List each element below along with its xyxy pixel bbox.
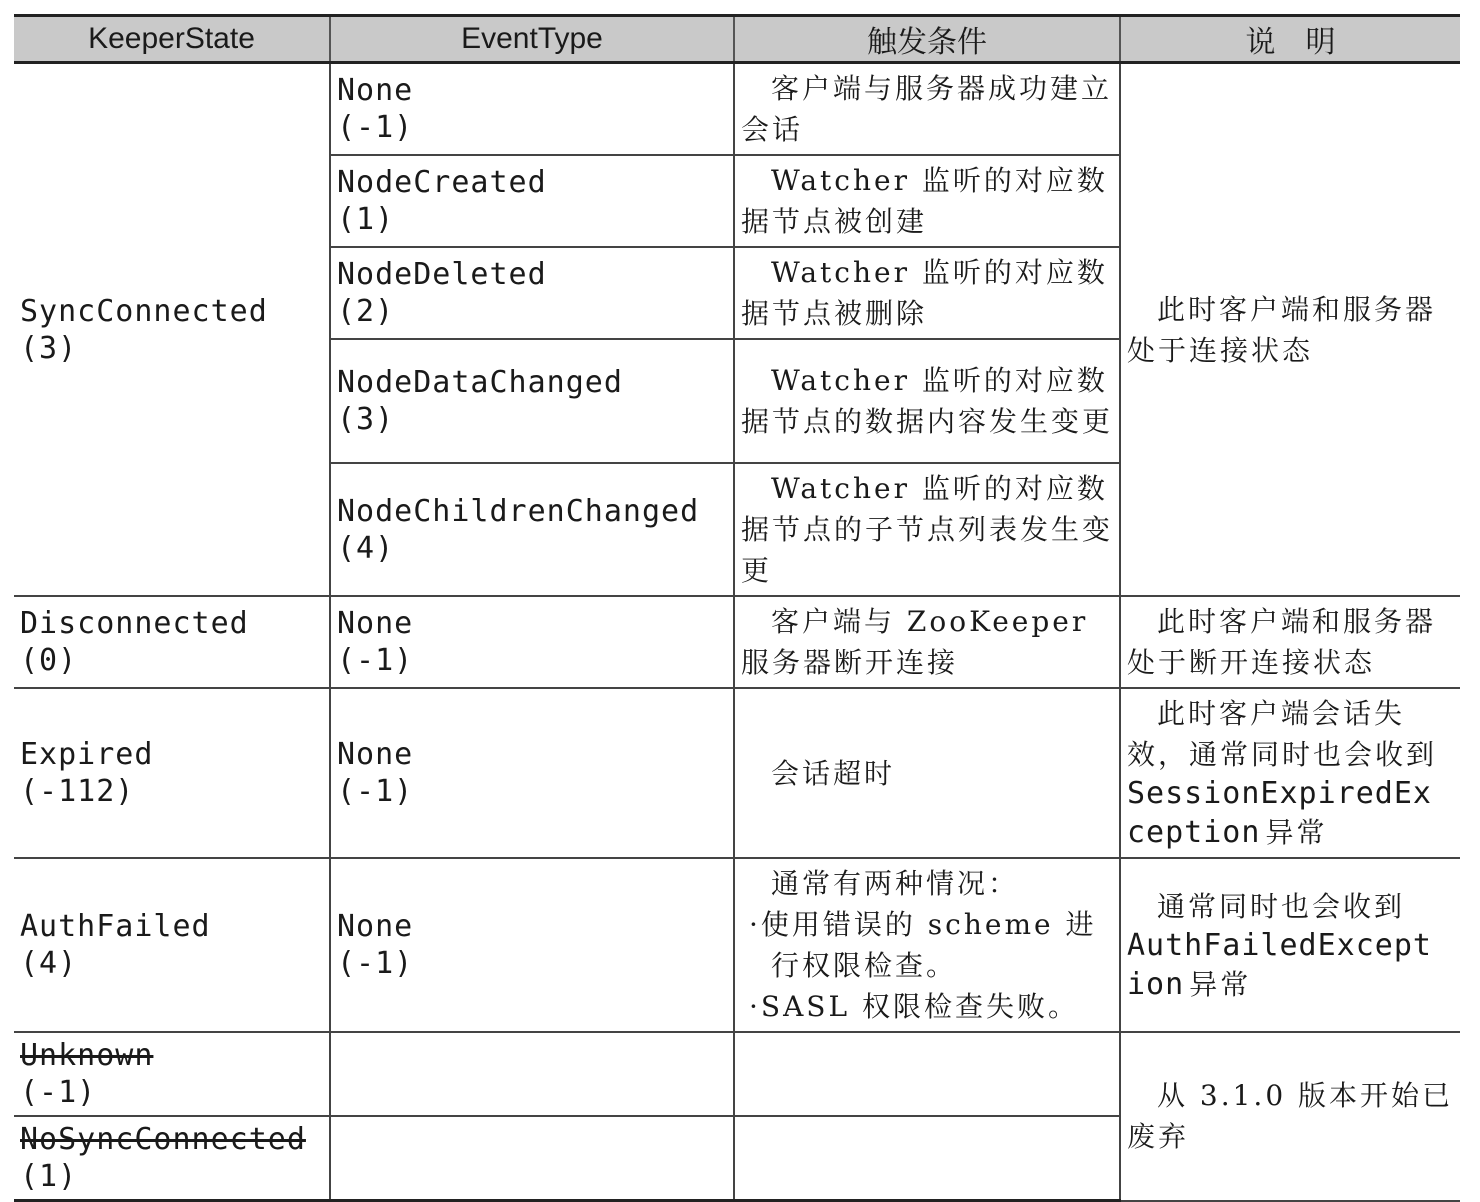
description-cell: 此时客户端和服务器处于断开连接状态 <box>1120 596 1460 688</box>
description-cell <box>1120 858 1460 1032</box>
event-code: (-1) <box>337 643 414 678</box>
note-text: 此时客户端会话失效，通常同时也会收到 <box>1127 697 1438 771</box>
header-trigger-condition: 触发条件 <box>734 16 1120 63</box>
eventtype-cell <box>330 688 734 858</box>
eventtype-cell <box>330 247 734 339</box>
exception-name: AuthFailedExcept <box>1127 927 1432 963</box>
event-name: None <box>337 737 414 772</box>
header-row <box>14 16 1460 63</box>
event-name: NodeCreated <box>337 165 547 200</box>
table-row <box>14 1032 1460 1116</box>
eventtype-cell <box>330 63 734 156</box>
keeperstate-cell <box>14 858 330 1032</box>
keeperstate-cell <box>14 596 330 688</box>
event-name: NodeDeleted <box>337 257 547 292</box>
state-name-deprecated: Unknown <box>20 1038 154 1073</box>
table-row <box>14 63 1460 156</box>
event-name: NodeChildrenChanged <box>337 493 700 529</box>
keeperstate-cell <box>14 688 330 858</box>
condition-cell: Watcher 监听的对应数据节点被删除 <box>734 247 1120 339</box>
state-code: (3) <box>20 330 78 366</box>
condition-cell: 客户端与 ZooKeeper 服务器断开连接 <box>734 596 1120 688</box>
table-row <box>14 688 1460 858</box>
note-tail: 异常 <box>1265 816 1328 849</box>
eventtype-cell <box>330 339 734 463</box>
event-code: (3) <box>337 402 395 437</box>
event-name: NodeDataChanged <box>337 365 623 400</box>
state-code: (-112) <box>20 774 135 809</box>
note-tail: 异常 <box>1189 967 1252 1001</box>
event-code: (-1) <box>337 774 414 809</box>
eventtype-cell <box>330 596 734 688</box>
state-code: (0) <box>20 643 78 678</box>
eventtype-cell <box>330 155 734 247</box>
condition-cell: 客户端与服务器成功建立会话 <box>734 63 1120 156</box>
eventtype-cell-empty <box>330 1116 734 1201</box>
state-code: (1) <box>20 1159 78 1194</box>
state-name: Disconnected <box>20 606 249 641</box>
keeperstate-cell <box>14 63 330 597</box>
event-code: (-1) <box>337 110 414 145</box>
list-item: ·使用错误的 scheme 进行权限检查。 <box>749 908 1097 982</box>
event-name: None <box>337 606 414 641</box>
eventtype-cell <box>330 858 734 1032</box>
event-code: (-1) <box>337 946 414 981</box>
description-cell: 从 3.1.0 版本开始已废弃 <box>1120 1032 1460 1201</box>
state-name: SyncConnected <box>20 293 268 329</box>
table-row <box>14 596 1460 688</box>
exception-name-cont: ception <box>1127 815 1261 850</box>
keeperstate-cell <box>14 1032 330 1116</box>
note-text: 通常同时也会收到 <box>1157 889 1406 923</box>
condition-list <box>741 904 1113 1027</box>
state-code: (4) <box>20 946 78 981</box>
description-cell <box>1120 688 1460 858</box>
state-name-deprecated: NoSyncConnected <box>20 1122 306 1157</box>
event-code: (2) <box>337 294 395 329</box>
list-item: ·SASL 权限检查失败。 <box>749 990 1079 1023</box>
event-code: (4) <box>337 530 395 566</box>
exception-name: SessionExpiredEx <box>1127 776 1432 811</box>
condition-cell: Watcher 监听的对应数据节点的子节点列表发生变更 <box>734 463 1120 596</box>
keeperstate-cell <box>14 1116 330 1201</box>
condition-cell <box>734 858 1120 1032</box>
zookeeper-watcher-event-table <box>14 14 1460 1202</box>
condition-cell: 会话超时 <box>734 688 1120 858</box>
header-description: 说 明 <box>1120 16 1460 63</box>
condition-cell: Watcher 监听的对应数据节点被创建 <box>734 155 1120 247</box>
description-cell: 此时客户端和服务器处于连接状态 <box>1120 63 1460 597</box>
exception-name-cont: ion <box>1127 966 1185 1002</box>
eventtype-cell-empty <box>330 1032 734 1116</box>
event-name: None <box>337 73 414 108</box>
condition-heading: 通常有两种情况： <box>771 867 1020 900</box>
header-eventtype: EventType <box>330 16 734 63</box>
header-keeperstate: KeeperState <box>14 16 330 63</box>
condition-cell: Watcher 监听的对应数据节点的数据内容发生变更 <box>734 339 1120 463</box>
condition-cell-empty <box>734 1116 1120 1201</box>
event-name: None <box>337 909 414 944</box>
table-row <box>14 858 1460 1032</box>
state-name: AuthFailed <box>20 909 211 944</box>
eventtype-cell <box>330 463 734 596</box>
condition-cell-empty <box>734 1032 1120 1116</box>
event-code: (1) <box>337 202 395 237</box>
state-name: Expired <box>20 737 154 772</box>
state-code: (-1) <box>20 1075 97 1110</box>
